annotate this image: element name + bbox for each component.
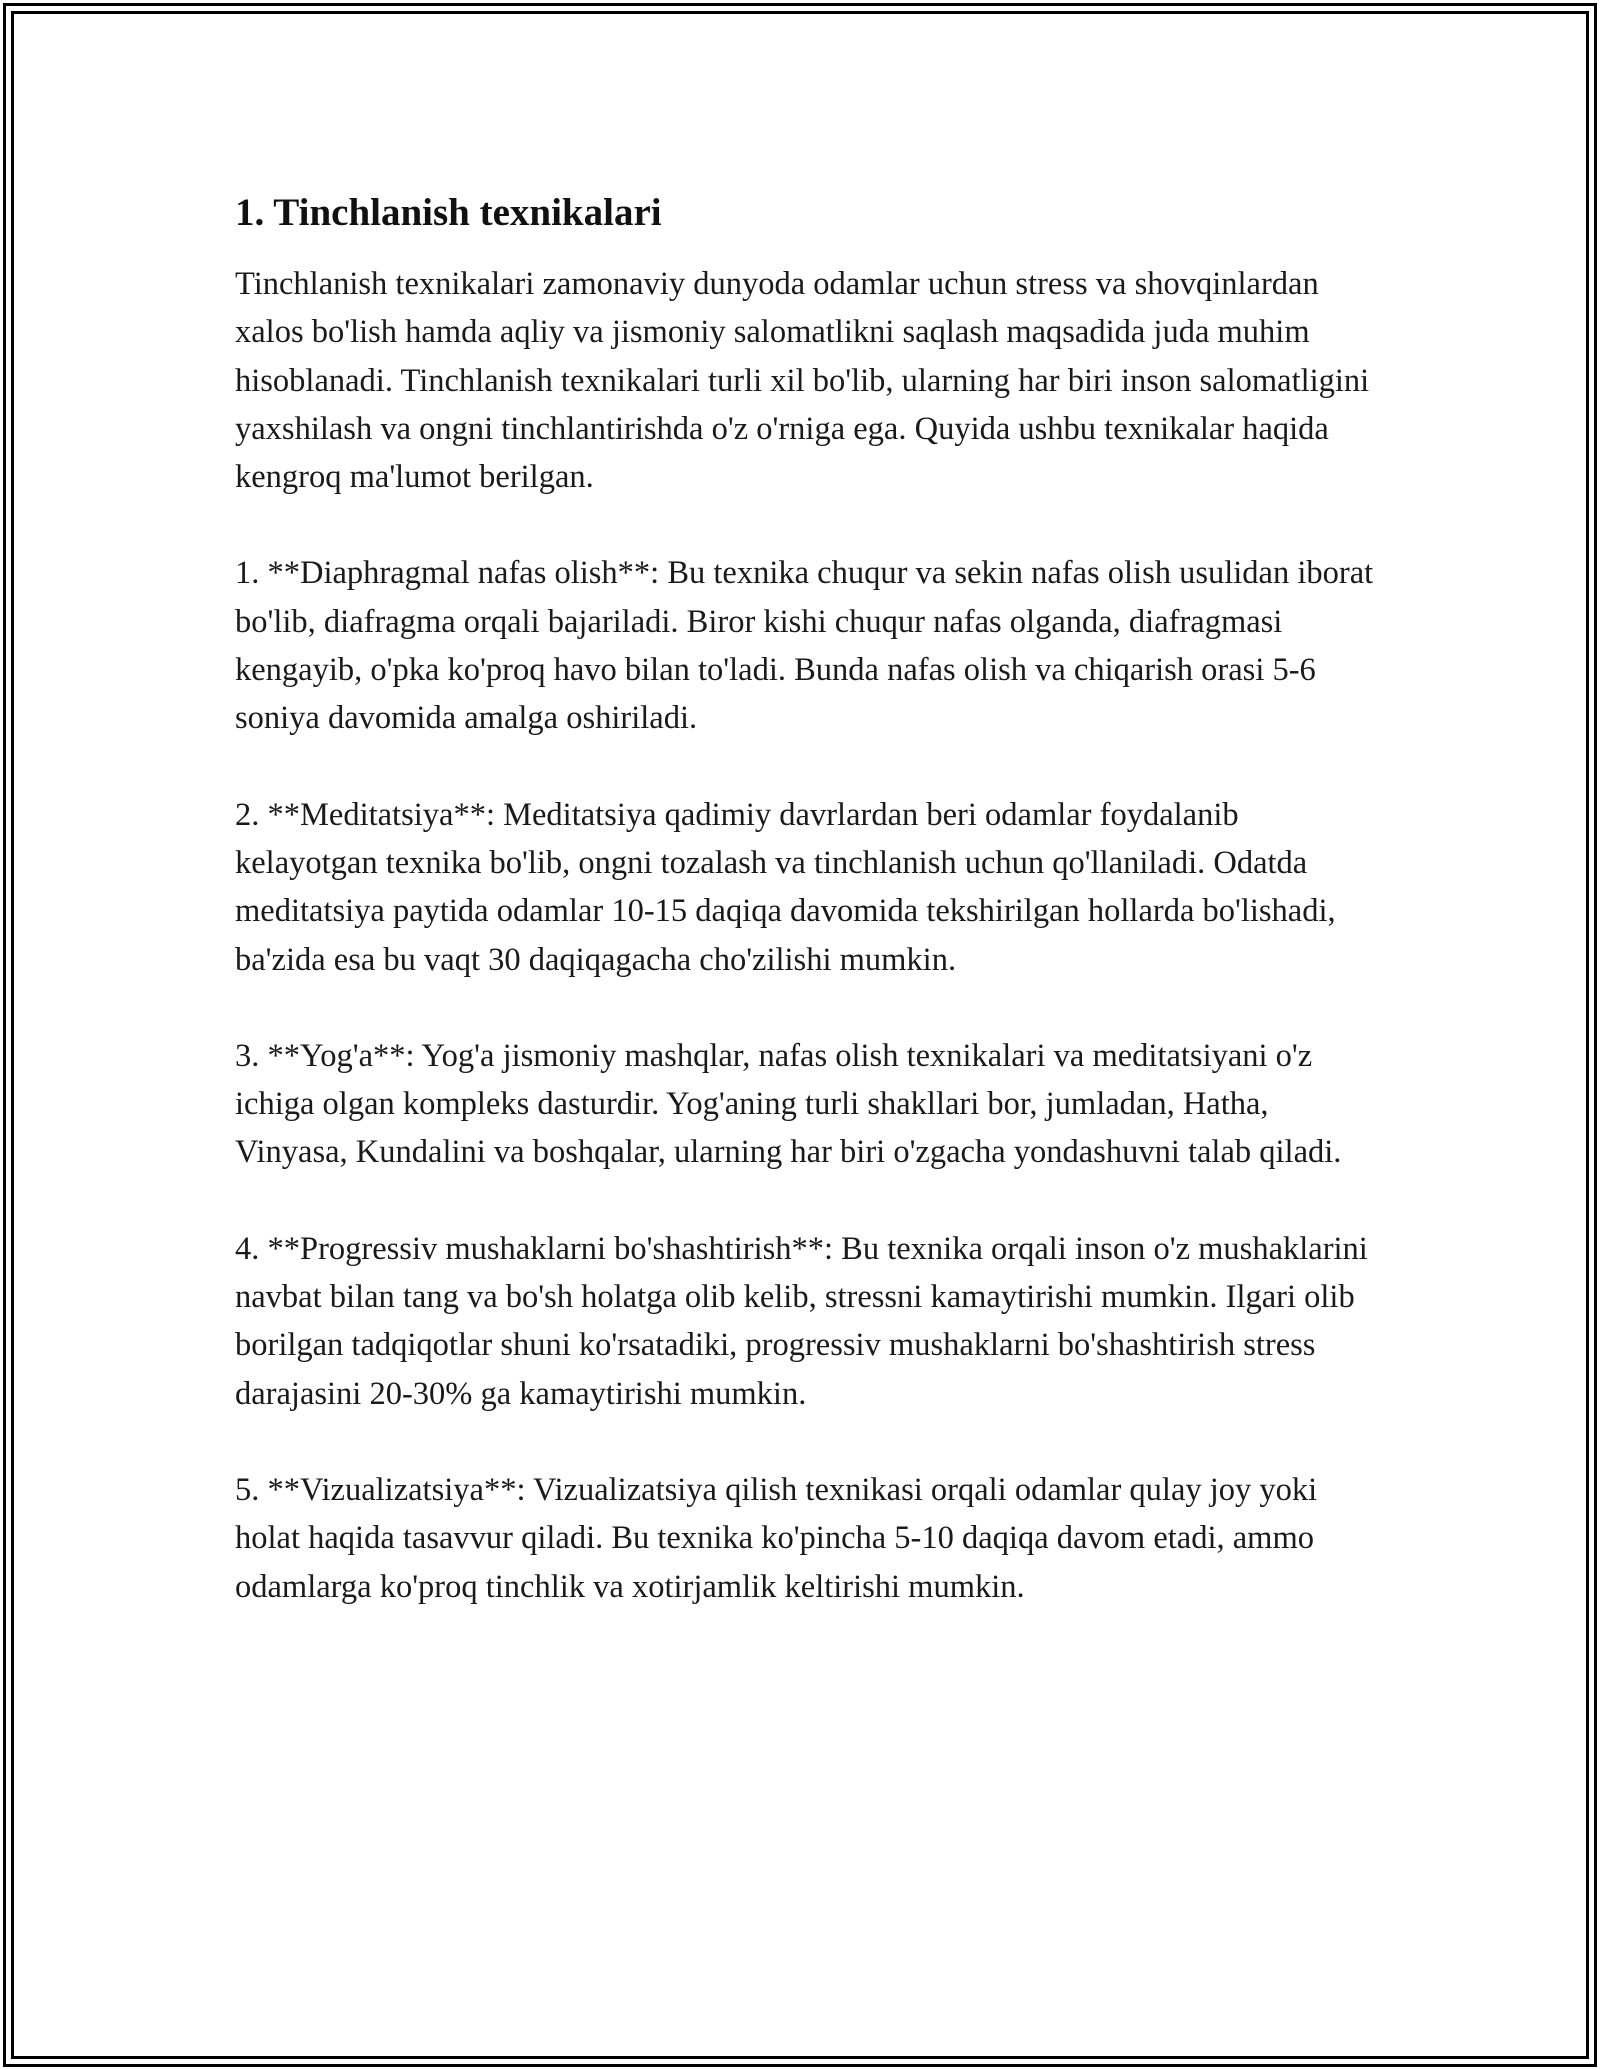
document-body bbox=[235, 185, 1375, 1659]
technique-progressive-muscle-relaxation: 4. **Progressiv mushaklarni bo'shashtirish**: Bu texnika orqali inson o'z mushaklarini navbat bilan tang va bo'sh holatga olib kelib, stressni kamaytirishi mumkin. Ilgari olib borilgan tadqiqotlar shuni ko'rsatadiki, progressiv mushaklarni bo'shashtirish stress darajasini 20-30% ga kamaytirishi mumkin. bbox=[235, 1230, 1368, 1412]
technique-yoga: 3. **Yog'a**: Yog'a jismoniy mashqlar, nafas olish texnikalari va meditatsiyani o'z ichiga olgan kompleks dasturdir. Yog'aning turli shakllari bor, jumladan, Hatha, Vinyasa, Kundalini va boshqalar, ularning har biri o'zgacha yondashuvni talab qiladi. bbox=[235, 1037, 1342, 1171]
technique-meditation: 2. **Meditatsiya**: Meditatsiya qadimiy davrlardan beri odamlar foydalanib kelayotgan texnika bo'lib, ongni tozalash va tinchlanish uchun qo'llaniladi. Odatda meditatsiya paytida odamlar 10-15 daqiqa davomida tekshirilgan hollarda bo'lishadi, ba'zida esa bu vaqt 30 daqiqagacha cho'zilishi mumkin. bbox=[235, 796, 1336, 978]
section-heading: 1. Tinchlanish texnikalari bbox=[235, 191, 662, 234]
technique-visualization: 5. **Vizualizatsiya**: Vizualizatsiya qilish texnikasi orqali odamlar qulay joy yoki holat haqida tasavvur qiladi. Bu texnika ko'pincha 5-10 daqiqa davom etadi, ammo odamlarga ko'proq tinchlik va xotirjamlik keltirishi mumkin. bbox=[235, 1471, 1318, 1605]
technique-diaphragmal-breathing: 1. **Diaphragmal nafas olish**: Bu texnika chuqur va sekin nafas olish usulidan iborat bo'lib, diafragma orqali bajariladi. Biror kishi chuqur nafas olganda, diafragmasi kengayib, o'pka ko'proq havo bilan to'ladi. Bunda nafas olish va chiqarish orasi 5-6 soniya davomida amalga oshiriladi. bbox=[235, 555, 1374, 737]
intro-paragraph: Tinchlanish texnikalari zamonaviy dunyoda odamlar uchun stress va shovqinlardan xalos bo'lish hamda aqliy va jismoniy salomatlikni saqlash maqsadida juda muhim hisoblanadi. Tinchlanish texnikalari turli xil bo'lib, ularning har biri inson salomatligini yaxshilash va ongni tinchlantirishda o'z o'rniga ega. Quyida ushbu texnikalar haqida kengroq ma'lumot berilgan. bbox=[235, 266, 1370, 496]
